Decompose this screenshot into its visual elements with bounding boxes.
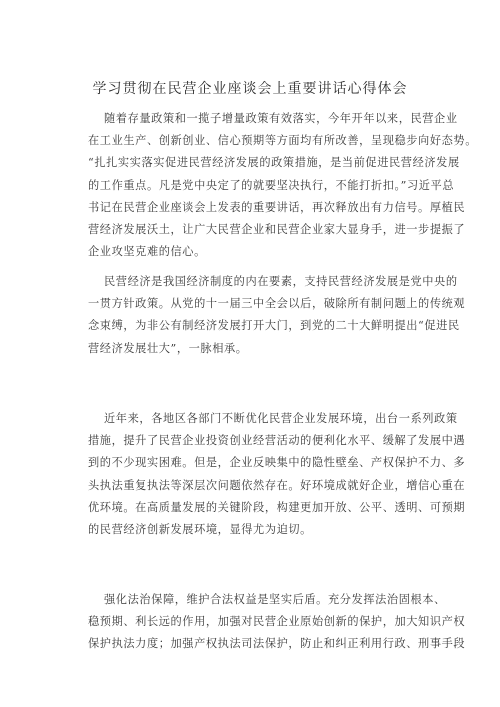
paragraph-line: 头执法重复执法等深层次问题依然存在。好环境成就好企业，增信心重在 xyxy=(88,478,466,492)
paragraph-line: 在工业生产、创新创业、信心预期等方面均有所改善，呈现稳步向好态势。 xyxy=(88,134,477,148)
paragraph-line: 一贯方针政策。从党的十一届三中全会以后，破除所有制问题上的传统观 xyxy=(88,297,466,311)
paragraph-line: 民营经济是我国经济制度的内在要素，支持民营经济发展是党中央的 xyxy=(104,275,458,288)
paragraph-line: 强化法治保障，维护合法权益是坚实后盾。充分发挥法治固根本、 xyxy=(104,593,446,606)
paragraph-line: 营经济发展壮大”，一脉相承。 xyxy=(88,341,248,355)
paragraph-line: 保护执法力度；加强产权执法司法保护，防止和纠正利用行政、刑事手段 xyxy=(88,637,466,651)
paragraph-line: 的民营经济创新发展环境，显得尤为迫切。 xyxy=(88,523,312,537)
paragraph-line: “扎扎实实落实促进民营经济发展的政策措施，是当前促进民营经济发展 xyxy=(88,156,460,170)
paragraph-line: 企业攻坚克难的信心。 xyxy=(88,245,206,259)
paragraph-line: 措施，提升了民营企业投资创业经营活动的便利化水平、缓解了发展中遇 xyxy=(88,434,466,448)
paragraph-2 xyxy=(88,271,466,360)
paragraph-line: 到的不少现实困难。但是，企业反映集中的隐性壁垒、产权保护不力、多 xyxy=(88,456,466,470)
paragraph-line: 的工作重点。凡是党中央定了的就要坚决执行，不能打折扣。”习近平总 xyxy=(88,178,455,192)
paragraph-line: 近年来，各地区各部门不断优化民营企业发展环境，出台一系列政策 xyxy=(104,412,458,425)
paragraph-line: 随着存量政策和一揽子增量政策有效落实，今年开年以来，民营企业 xyxy=(104,112,458,125)
paragraph-line: 优环境。在高质量发展的关键阶段，构建更加开放、公平、透明、可预期 xyxy=(88,500,466,514)
paragraph-line: 书记在民营企业座谈会上发表的重要讲话，再次释放出有力信号。厚植民 xyxy=(88,200,466,214)
paragraph-line: 念束缚，为非公有制经济发展打开大门，到党的二十大鲜明提出“促进民 xyxy=(88,319,460,333)
paragraph-3 xyxy=(88,408,466,541)
document-title: 学习贯彻在民营企业座谈会上重要讲话心得体会 xyxy=(92,81,408,97)
paragraph-line: 营经济发展沃土，让广大民营企业和民营企业家大显身手，进一步提振了 xyxy=(88,223,466,237)
paragraph-4 xyxy=(88,589,466,656)
paragraph-1 xyxy=(88,108,477,263)
paragraph-line: 稳预期、利长远的作用，加强对民营企业原始创新的保护，加大知识产权 xyxy=(88,615,466,629)
